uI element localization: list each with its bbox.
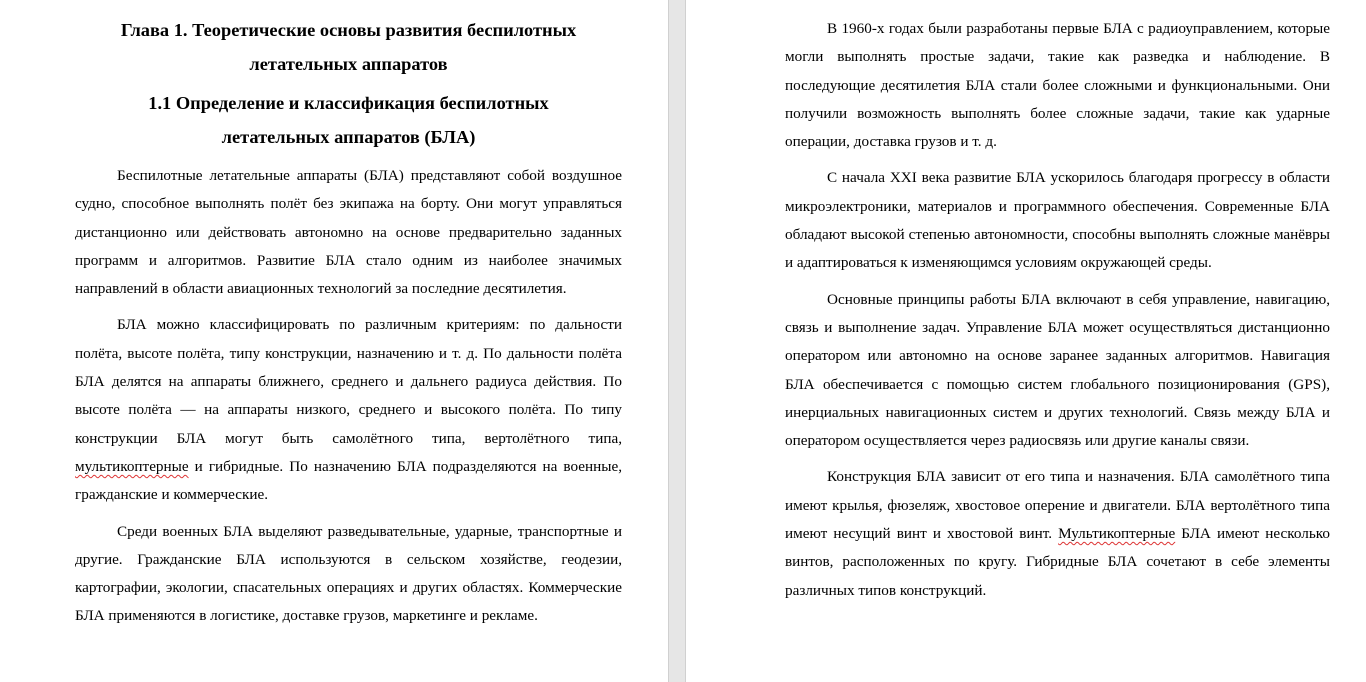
paragraph-text: Конструкция БЛА зависит от его типа и назначения. БЛА самолётного типа имеют крылья, фюзеляж, хвостовое оперение и двигатели. БЛА вертолётного типа имеют несущий винт и хвостовой винт.: [785, 468, 1330, 543]
paragraph-application-areas: Среди военных БЛА выделяют разведывательные, ударные, транспортные и другие. Гражданские БЛА используются в сельском хозяйстве, геодезии, картографии, экологии, спасательных операциях и других областях. Коммерческие БЛА применяются в логистике, доставке грузов, маркетинге и рекламе.: [75, 522, 622, 625]
paragraph-text: и гибридные. По назначению БЛА подразделяются на военные, гражданские и коммерческие.: [75, 457, 622, 504]
section-title-line-2: летательных аппаратов (БЛА): [221, 126, 476, 147]
document-page-right[interactable]: [685, 0, 1366, 682]
chapter-title-line-1: Глава 1. Теоретические основы развития беспилотных: [120, 20, 577, 40]
paragraph-operating-principles: Основные принципы работы БЛА включают в себя управление, навигацию, связь и выполнение задач. Управление БЛА может осуществляться дистанционно оператором или автономно на основе заранее заданных алгоритмов. Навигация БЛА обеспечивается с помощью систем глобального позиционирования (GPS), инерциальных навигационных систем и других технологий. Связь между БЛА и оператором осуществляется через радиосвязь или другие каналы связи.: [785, 290, 1330, 450]
paragraph-classification: [75, 311, 622, 509]
chapter-title-line-2: летательных аппаратов: [249, 53, 448, 74]
paragraph-text: БЛА имеют несколько винтов, расположенных по кругу. Гибридные БЛА сочетают в себе элементы различных типов конструкций.: [785, 525, 1330, 599]
paragraph-definition: Беспилотные летательные аппараты (БЛА) представляют собой воздушное судно, способное выполнять полёт без экипажа на борту. Они могут управляться дистанционно или действовать автономно на основе предварительно заданных программ и алгоритмов. Развитие БЛА стало одним из наиболее значимых направлений в области авиационных технологий за последние десятилетия.: [75, 167, 622, 298]
paragraph-history-1960s: В 1960-х годах были разработаны первые БЛА с радиоуправлением, которые могли выполнять простые задачи, такие как разведка и наблюдение. В последующие десятилетия БЛА стали более сложными и функциональными. Они получили возможность выполнять более сложные задачи, такие как ударные операции, доставка грузов и т. д.: [785, 20, 1330, 151]
section-title: [75, 87, 622, 154]
document-page-left[interactable]: [0, 0, 669, 682]
section-title-line-1: 1.1 Определение и классификация беспилотных: [148, 93, 549, 113]
chapter-title: [75, 0, 622, 81]
paragraph-history-21st-century: С начала XXI века развитие БЛА ускорилось благодаря прогрессу в области микроэлектроники, материалов и программного обеспечения. Современные БЛА обладают высокой степенью автономности, способны выполнять сложные манёвры и адаптироваться к изменяющимся условиям окружающей среды.: [785, 169, 1330, 272]
spelling-flagged-word[interactable]: Мультикоптерные: [1058, 525, 1176, 543]
page-gap: [669, 0, 685, 682]
paragraph-text: БЛА можно классифицировать по различным критериям: по дальности полёта, высоте полёта, типу конструкции, назначению и т. д. По дальности полёта БЛА делятся на аппараты ближнего, среднего и дальнего радиуса действия. По высоте полёта — на аппараты низкого, среднего и высокого полёта. По типу конструкции БЛА могут быть самолётного типа, вертолётного типа,: [75, 316, 622, 447]
spelling-flagged-word[interactable]: мультикоптерные: [75, 457, 189, 475]
paragraph-construction: [785, 463, 1330, 604]
